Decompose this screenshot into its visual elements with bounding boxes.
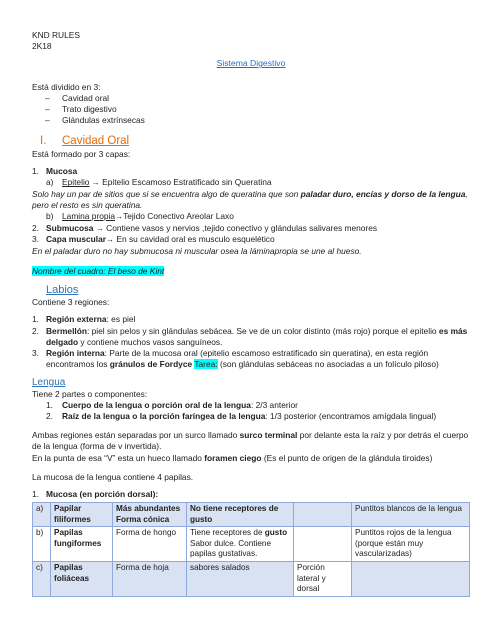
table-cell: a) (33, 502, 51, 526)
list-item: – Cavidad oral (32, 93, 470, 104)
table-cell: Papilar filiformes (54, 503, 91, 524)
para-text: En la punta de esa “V” esta un hueco llamado (32, 452, 205, 463)
table-cell: b) (33, 527, 51, 562)
region-externa-item (32, 314, 470, 325)
labios-heading (32, 283, 470, 298)
item-number: 2. (32, 325, 39, 336)
right-arrow-icon: → (91, 178, 100, 188)
item-text: : 2/3 anterior (250, 400, 298, 411)
table-row (33, 562, 470, 597)
item-number: a) (46, 177, 54, 188)
intro-lead: Está dividido en 3: (32, 81, 101, 92)
item-label: Raíz de la lengua o la porción faríngea de la lengua (62, 411, 266, 422)
para-text: Ambas regiones están separadas por un surco llamado (32, 430, 240, 441)
right-arrow-icon: → (115, 212, 124, 221)
item-label: Epitelio (62, 177, 90, 188)
item-number: 3. (32, 234, 39, 245)
note-text: , pero el resto es sin queratina. (32, 188, 468, 210)
bermellon-item (32, 326, 470, 348)
item-bold: es más delgado (46, 325, 468, 347)
item-text: : Parte de la mucosa oral (epitelio escamoso estratificado sin queratina), en esta región encontramos los (46, 347, 429, 369)
table-cell: Más abundantes Forma cónica (116, 503, 181, 524)
highlight-note (32, 266, 470, 277)
mucosa-note (32, 189, 470, 211)
lengua-paragraph-foramen (32, 453, 470, 464)
item-text: (son glándulas sebáceas no asociadas a un folículo piloso) (217, 358, 439, 369)
para-bold: surco terminal (239, 430, 298, 441)
item-number: 3. (32, 347, 39, 358)
mucosa-dorsal-item (32, 489, 470, 500)
capa-muscular-item (32, 234, 470, 246)
table-cell: Puntitos blancos de la lengua (352, 502, 470, 526)
item-label: Submucosa (46, 222, 94, 233)
item-number: 1. (46, 400, 53, 411)
section-heading-cavidad-oral (32, 134, 470, 149)
lengua-lead: Tiene 2 partes o componentes: (32, 389, 148, 400)
section-lead: Está formado por 3 capas: (32, 149, 131, 160)
highlighted-text: Nombre del cuadro: El beso de Kint (32, 265, 165, 276)
item-text: Tejido Conectivo Areolar Laxo (123, 211, 234, 221)
table-row (33, 527, 470, 562)
table-cell: No tiene receptores de gusto (190, 503, 279, 524)
section-number: I. (40, 134, 47, 147)
table-cell: Forma de hongo (113, 527, 187, 562)
table-cell (352, 562, 470, 597)
item-label: Capa muscular (46, 234, 107, 245)
list-item: – Glándulas extrínsecas (32, 115, 470, 126)
item-number: 1. (32, 488, 39, 499)
cell-text: Tiene receptores de (190, 528, 265, 538)
item-text: Epitelio Escamoso Estratificado sin Queratina (102, 177, 272, 188)
list-item: – Trato digestivo (32, 104, 470, 115)
intro-list (32, 93, 470, 126)
item-text: y contiene muchos vasos sanguíneos. (78, 336, 223, 347)
item-text: Contiene vasos y nervios ,tejido conectivo y glándulas salivares menores (103, 222, 378, 233)
papilas-table (32, 502, 470, 597)
lengua-paragraph-surco (32, 430, 470, 452)
paladar-note: En el paladar duro no hay submucosa ni muscular osea la láminapropia se une al hueso. (32, 245, 362, 256)
lamina-propia-item (32, 211, 470, 223)
para-text: por delante esta la raíz y por detrás el cuerpo de la lengua (forma de v invertida). (32, 430, 469, 452)
cell-text: Sabor dulce. Contiene papilas gustativas. (190, 538, 272, 559)
cell-bold: gusto (264, 528, 288, 538)
table-cell: sabores salados (187, 562, 294, 597)
lengua-heading: Lengua (32, 376, 66, 388)
lengua-part-1 (32, 400, 470, 411)
para-bold: foramen ciego (204, 452, 262, 463)
item-number: b) (46, 211, 54, 221)
table-cell: c) (33, 562, 51, 597)
item-text: En su cavidad oral es musculo esquelético (114, 234, 275, 245)
item-text: : piel sin pelos y sin glándulas sebácea. Se ve de un color distinto (más rojo) porque el epitelio (86, 325, 439, 336)
header-line1: KND RULES (32, 30, 80, 40)
table-cell: Papilas fungiformes (54, 528, 102, 548)
heading-text: Labios (46, 283, 79, 296)
item-label: Mucosa (46, 166, 78, 177)
item-number: 1. (32, 166, 39, 177)
lengua-paragraph-papilas: La mucosa de la lengua contiene 4 papilas. (32, 471, 194, 482)
item-text: : es piel (106, 314, 136, 325)
item-label: Lamina propia (62, 211, 116, 221)
item-number: 2. (32, 222, 39, 233)
item-number: 2. (46, 411, 53, 422)
labios-lead: Contiene 3 regiones: (32, 297, 110, 308)
note-bold: paladar duro, encías y dorso de la lengua (300, 188, 466, 199)
para-text: (Es el punto de origen de la glándula tiroides) (261, 452, 433, 463)
table-cell: Puntitos rojos de la lengua (porque están muy vascularizadas) (352, 527, 470, 562)
item-label: Bermellón (46, 325, 87, 336)
table-cell: Papilas foliáceas (54, 563, 90, 583)
table-cell: Porción lateral y dorsal (294, 562, 352, 597)
table-cell: Forma de hoja (113, 562, 187, 597)
mucosa-item (32, 166, 470, 177)
region-interna-item (32, 348, 470, 370)
submucosa-item (32, 223, 470, 235)
lengua-part-2 (32, 411, 470, 422)
table-cell (294, 527, 352, 562)
right-arrow-icon: → (106, 235, 115, 245)
item-label: Región interna (46, 347, 105, 358)
item-number: 1. (32, 314, 39, 325)
highlighted-text: Tarea: (194, 358, 218, 369)
item-bold: gránulos de Fordyce (109, 358, 193, 369)
section-title: Cavidad Oral (62, 134, 130, 147)
table-cell (187, 527, 294, 562)
table-cell (294, 502, 352, 526)
right-arrow-icon: → (95, 223, 104, 233)
table-row (33, 502, 470, 526)
item-label: Región externa (46, 314, 107, 325)
item-text: : 1/3 posterior (encontramos amígdala lingual) (265, 411, 437, 422)
epitelio-item (32, 177, 470, 189)
item-label: Mucosa (en porción dorsal): (46, 488, 159, 499)
note-text: Solo hay un par de sitios que si se encuentra algo de queratina que son (32, 188, 301, 199)
header-line2: 2K18 (32, 41, 52, 52)
item-label: Cuerpo de la lengua o porción oral de la lengua (62, 400, 251, 411)
page-title: Sistema Digestivo (216, 58, 286, 69)
